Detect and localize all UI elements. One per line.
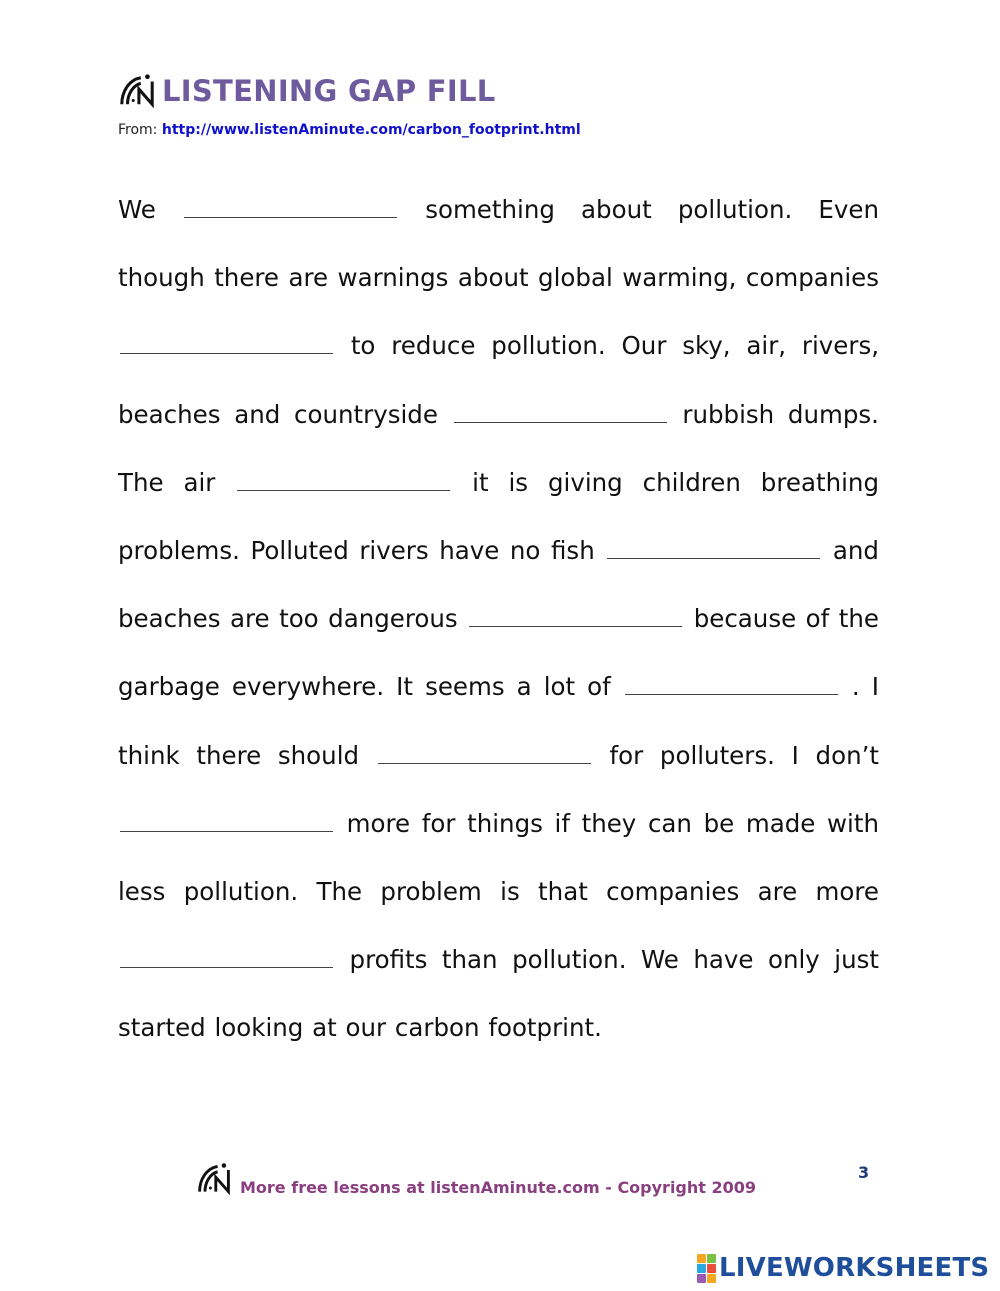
page-title: LISTENING GAP FILL <box>162 74 496 108</box>
gap-input-1[interactable] <box>184 195 397 218</box>
footer-text: More free lessons at listenAminute.com - Copyright 2009 <box>240 1178 757 1197</box>
liveworksheets-logo-icon <box>697 1254 716 1283</box>
liveworksheets-brand <box>697 1253 989 1283</box>
source-label: From: <box>118 122 158 138</box>
gap-fill-paragraph <box>118 176 879 1063</box>
gap-input-7[interactable] <box>625 672 838 695</box>
text-segment: because of the garbage everywhere. It seems a lot of <box>118 604 879 702</box>
text-segment: something about pollution. Even though there are warnings about global warming, companies <box>118 195 880 293</box>
listenaminute-logo-icon <box>196 1161 232 1197</box>
gap-input-2[interactable] <box>120 331 333 354</box>
gap-input-6[interactable] <box>469 604 682 627</box>
text-segment: more for things if they can be made with less pollution. The problem is that companies are more <box>118 808 879 907</box>
page-number: 3 <box>858 1163 870 1182</box>
text-segment: for polluters. I don’t <box>609 740 879 770</box>
text-segment: to reduce pollution. Our sky, air, rivers, beaches and countryside <box>118 331 879 429</box>
listenaminute-logo-icon <box>118 72 156 110</box>
gap-input-4[interactable] <box>237 468 450 491</box>
text-segment: it is giving children breathing problems. Polluted rivers have no fish <box>118 467 879 566</box>
gap-input-10[interactable] <box>120 945 333 968</box>
text-segment: and beaches are too dangerous <box>118 536 879 634</box>
text-segment: We <box>118 195 156 224</box>
source-link[interactable]: http://www.listenAminute.com/carbon_footprint.html <box>161 122 581 138</box>
text-segment: profits than pollution. We have only just started looking at our carbon footprint. <box>118 945 880 1043</box>
liveworksheets-wordmark: LIVEWORKSHEETS <box>719 1253 990 1283</box>
page-header <box>118 72 496 110</box>
gap-input-3[interactable] <box>454 400 667 423</box>
source-line <box>118 122 581 138</box>
gap-input-5[interactable] <box>607 536 820 559</box>
gap-input-9[interactable] <box>120 809 333 832</box>
gap-input-8[interactable] <box>378 741 591 764</box>
text-segment: . I think there should <box>118 672 879 770</box>
page-footer <box>196 1160 756 1197</box>
text-segment: rubbish dumps. The air <box>118 399 879 497</box>
